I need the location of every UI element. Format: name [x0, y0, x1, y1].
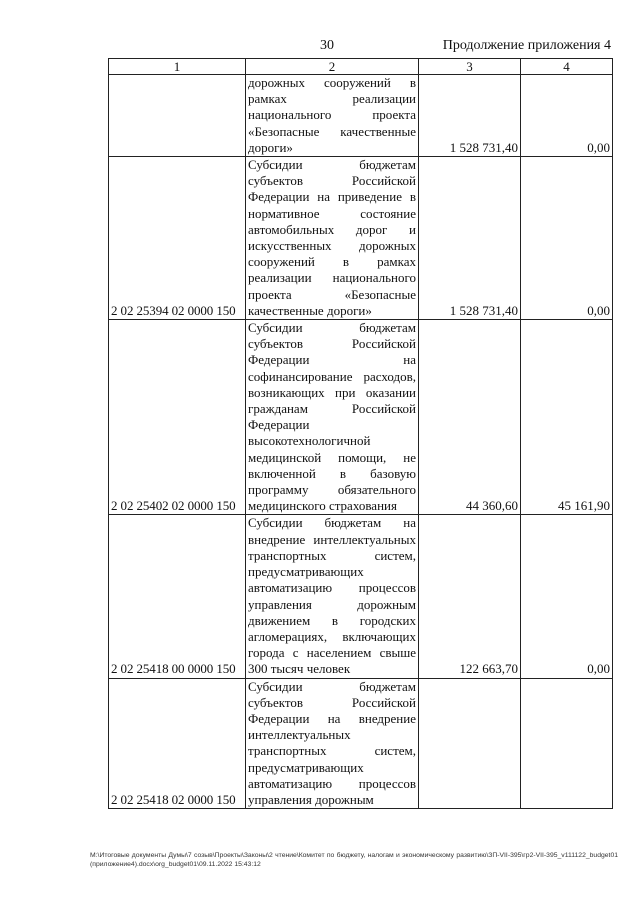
row-amount-col3: 1 528 731,40	[419, 157, 521, 320]
page-number: 30	[320, 38, 334, 53]
row-amount-col4: 45 161,90	[521, 320, 613, 515]
row-amount-col4: 0,00	[521, 157, 613, 320]
row-code: 2 02 25418 00 0000 150	[109, 515, 246, 678]
row-amount-col3: 122 663,70	[419, 515, 521, 678]
column-header-3: 3	[419, 59, 521, 75]
budget-table	[108, 58, 613, 809]
continuation-title: Продолжение приложения 4	[442, 38, 611, 53]
row-amount-col4: 0,00	[521, 75, 613, 157]
column-header-4: 4	[521, 59, 613, 75]
column-header-1: 1	[109, 59, 246, 75]
row-amount-col3: 44 360,60	[419, 320, 521, 515]
row-amount-col4: 0,00	[521, 515, 613, 678]
table-row	[109, 157, 613, 320]
table-row	[109, 678, 613, 809]
row-description: Субсидии бюджетам на внедрение интеллектуальных транспортных систем, предусматривающих автоматизацию процессов управления дорожным движением в городских агломерациях, включающих города с населением свыше 300 тысяч человек	[246, 515, 419, 678]
row-code: 2 02 25394 02 0000 150	[109, 157, 246, 320]
document-path-footer: М:\Итоговые документы Думы\7 созыв\Проекты\Законы\2 чтение\Комитет по бюджету, налогам и экономическому развитию\ЗП-VII-395\гр2-VII-395_v111122_budget01(приложение4).docx\org_budget01\09.11.2022 15:43:12	[90, 852, 618, 868]
row-code	[109, 75, 246, 157]
table-row	[109, 320, 613, 515]
row-code: 2 02 25402 02 0000 150	[109, 320, 246, 515]
table-row	[109, 515, 613, 678]
row-description: Субсидии бюджетам субъектов Российской Федерации на внедрение интеллектуальных транспортных систем, предусматривающих автоматизацию процессов управления дорожным	[246, 678, 419, 809]
row-description: Субсидии бюджетам субъектов Российской Федерации на софинансирование расходов, возникающих при оказании гражданам Российской Федерации высокотехнологичной медицинской помощи, не включенной в базовую программу обязательного медицинского страхования	[246, 320, 419, 515]
row-description: дорожных сооружений в рамках реализации национального проекта «Безопасные качественные дороги»	[246, 75, 419, 157]
row-amount-col3: 1 528 731,40	[419, 75, 521, 157]
row-amount-col4	[521, 678, 613, 809]
row-code: 2 02 25418 02 0000 150	[109, 678, 246, 809]
row-amount-col3	[419, 678, 521, 809]
table-header-row	[109, 59, 613, 75]
column-header-2: 2	[246, 59, 419, 75]
table-row	[109, 75, 613, 157]
row-description: Субсидии бюджетам субъектов Российской Федерации на приведение в нормативное состояние автомобильных дорог и искусственных дорожных сооружений в рамках реализации национального проекта «Безопасные качественные дороги»	[246, 157, 419, 320]
